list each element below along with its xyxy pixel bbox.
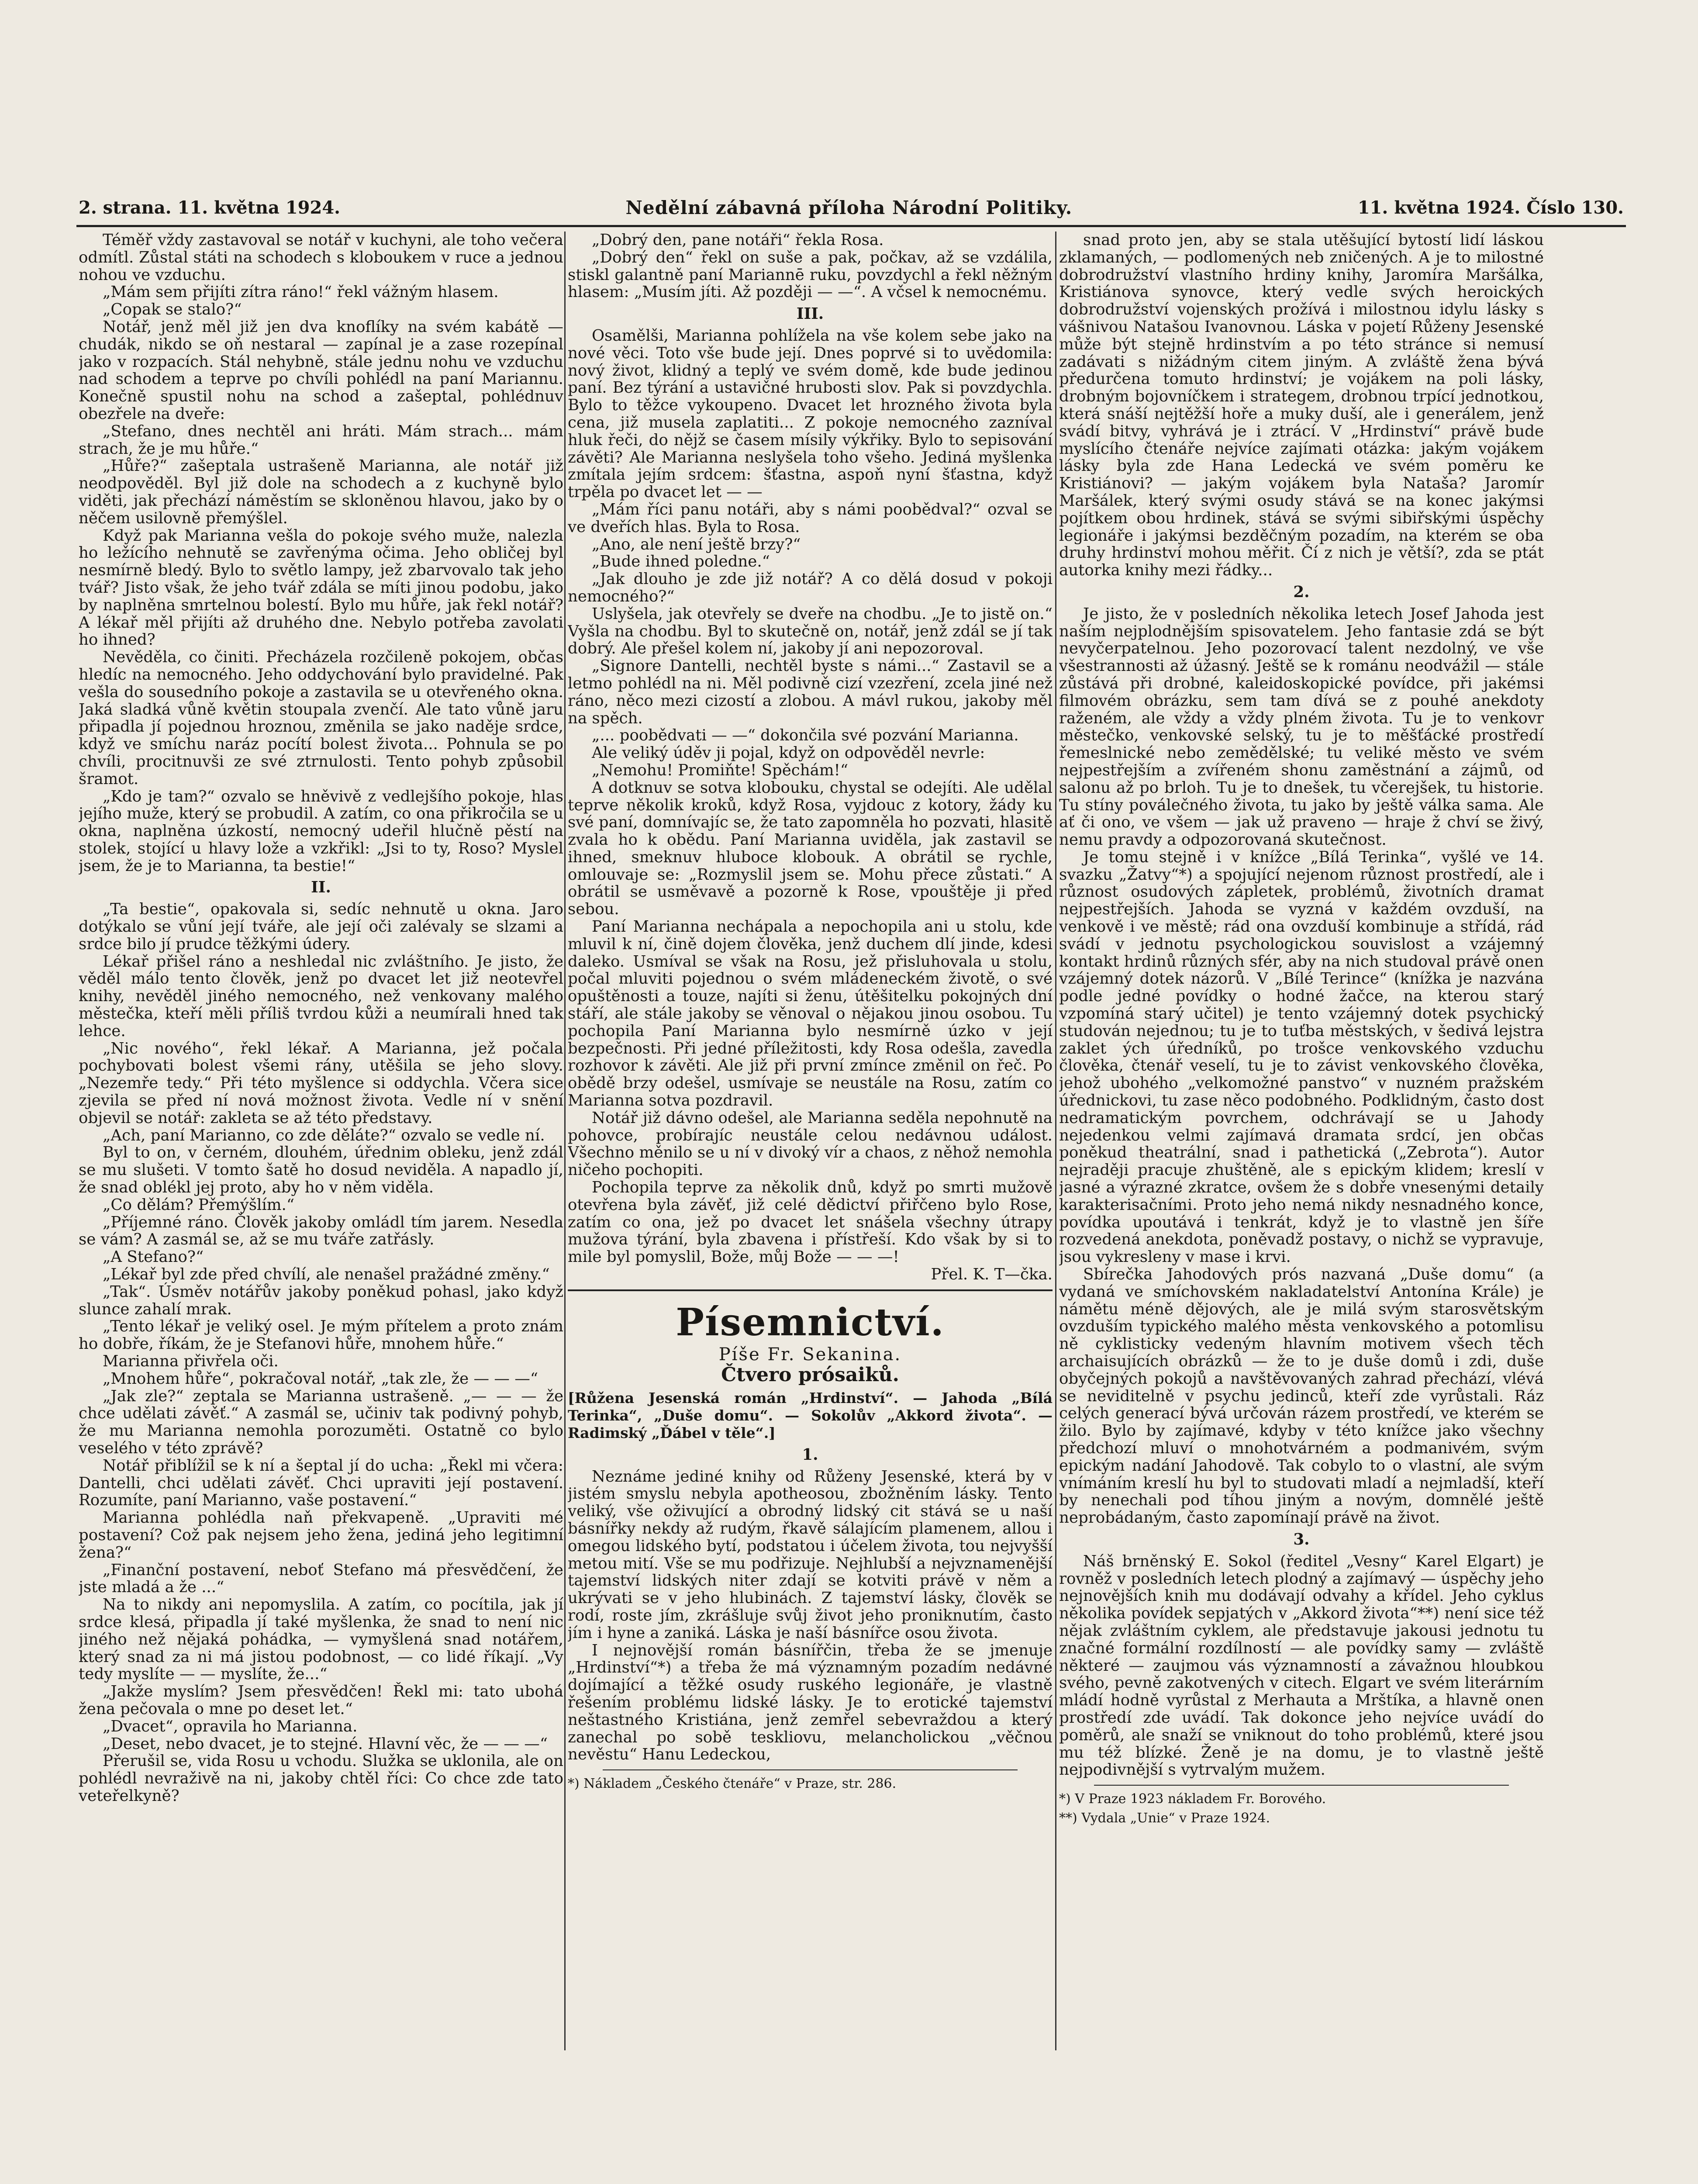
paragraph: Nevěděla, co činiti. Přecházela rozčileně pokojem, občas hledíc na nemocného. Jeho oddychování bylo pravidelné. Pak vešla do sousedního pokoje a zastavila se u otevřeného okna. Jaká sladká vůně květin stoupala zvenčí. Ale tato vůně jaru připadla jí pojednou hroznou, změnila se jako naděje srdce, když ve smíchu naráz pocítí bolest života... Pohnula se po chvíli, procitnuvši ze své ztrnulosti. Tento pohyb způsobil šramot.: [79, 648, 563, 788]
paragraph: „Signore Dantelli, nechtěl byste s námi...“ Zastavil se a letmo pohlédl na ni. Měl podivně cizí vzezření, zcela jiné než ráno, něco mezi cizostí a zlobou. A mávl rukou, jakoby měl na spěch.: [568, 657, 1053, 727]
paragraph: „Dobrý den, pane notáři“ řekla Rosa.: [592, 232, 884, 249]
paragraph: „Dvacet“, opravila ho Marianna.: [103, 1717, 358, 1735]
paragraph: Náš brněnský E. Sokol (ředitel „Vesny“ Karel Elgart) je rovněž v posledních letech plodný a zajímavý — úspěchy jeho nejnovějších knih mu dodávají odvahy a křídel. Jeho cyklus několika povídek sepjatých v „Akkord života“**) není sice též nějak zvláštním cyklem, ale představuje jakousi jednotu tu značné formální rozdílností — ale povídky samy — zvláště některé — zaujmou vás významností a závažnou hloubkou svého, pevně zakotvených v citech. Elgart ve svém literárním mládí hodně vyrůstal z Merhauta a Mrštíka, a hlavně onen prostředí zde uvádí. Tak dokonce jeho nejvíce uvádí do poměrů, ale snaží se vniknout do toho problémů, které jsou mu též blízké. Ženě je na domu, je to vlastně ještě nejpodivnější s vytrvalým mužem.: [1059, 1552, 1544, 1779]
paragraph: „Deset, nebo dvacet, je to stejné. Hlavní věc, že — — —“: [103, 1735, 548, 1753]
paragraph: „Ach, paní Marianno, co zde děláte?“ ozvalo se vedle ní.: [103, 1126, 545, 1144]
paragraph: Marianna přivřela oči.: [103, 1352, 279, 1370]
header-rule: [76, 225, 1626, 227]
column-2: [568, 232, 1053, 2184]
paragraph: „Kdo je tam?“ ozvalo se hněvivě z vedlejšího pokoje, hlas jejího muže, který se probudil. A zatím, co ona přikročila se u okna, naplněna úzkostí, nemocný udeřil hlučně pěstí na stolek, stojící u hlavy lože a vzkřikl: „Jsi to ty, Roso? Myslel jsem, že je to Marianna, ta bestie!“: [79, 787, 563, 875]
paragraph: Uslyšela, jak otevřely se dveře na chodbu. „Je to jistě on.“ Vyšla na chodbu. Byl to skutečně on, notář, jenž zdál se jí tak dobrý. Ale přešel kolem ní, jakoby jí ani nepozoroval.: [568, 605, 1053, 658]
column-1: [79, 232, 563, 2184]
column-divider: [1055, 232, 1056, 2050]
section-number: 1.: [802, 1445, 818, 1464]
header-right: 11. května 1924. Číslo 130.: [1357, 197, 1624, 218]
paragraph: „Finanční postavení, neboť Stefano má přesvědčení, že jste mladá a že ...“: [79, 1561, 563, 1597]
footnote: **) Vydala „Unie“ v Praze 1924.: [1059, 1811, 1270, 1826]
paragraph: Notář přiblížil se k ní a šeptal jí do ucha: „Řekl mi včera: Dantelli, chci udělati závěť. Chci upraviti její postavení. Rozumíte, paní Marianno, vaše postavení.“: [79, 1456, 563, 1510]
article-references: [Růžena Jesenská román „Hrdinství“. — Jahoda „Bílá Terinka“, „Duše domu“. — Sokolův „Akkord života“. — Radimský „Ďábel v těle“.]: [568, 1389, 1053, 1441]
paragraph: „Jak dlouho je zde již notář? A co dělá dosud v pokoji nemocného?“: [568, 570, 1053, 605]
article-title: Čtvero prósaiků.: [721, 1363, 899, 1386]
column-3: [1059, 232, 1544, 2184]
paragraph: „Nic nového“, řekl lékař. A Marianna, jež počala pochybovati bolest všemi rány, utěšila se jeho slovy. „Nezemře tedy.“ Při této myšlence si oddychla. Včera sice zjevila se před ní nová možnost života. Vedle ní v snění objevil se notář: zakleta se až této představy.: [79, 1039, 563, 1127]
footnote: *) Nákladem „Českého čtenáře“ v Praze, str. 286.: [568, 1776, 897, 1792]
paragraph: Lékař přišel ráno a neshledal nic zvláštního. Je jisto, že věděl málo tento člověk, jenž po dvacet let již neotevřel knihy, nevěděl jiného nemocného, než venkovany malého městečka, kteří měli příliš tvrdou kůži a neumírali hned tak lehce.: [79, 952, 563, 1040]
paragraph: Byl to on, v černém, dlouhém, úřednim obleku, jenž zdál se mu slušeti. V tomto šatě ho dosud neviděla. A napadlo jí, že snad oblékl jej proto, aby ho v něm viděla.: [79, 1144, 563, 1197]
paragraph: „Mnohem hůře“, pokračoval notář, „tak zle, že — — —“: [103, 1369, 538, 1388]
paragraph: Ale veliký úděv ji pojal, když on odpověděl nevrle:: [592, 744, 985, 762]
section-heading: II.: [311, 878, 331, 897]
section-divider: [568, 1289, 1053, 1291]
paragraph: Přerušil se, vida Rosu u vchodu. Služka se uklonila, ale on pohlédl nevraživě na ni, jakoby chtěl říci: Co chce zde tato veteřelkyně?: [79, 1752, 563, 1805]
paragraph: Notář již dávno odešel, ale Marianna seděla nepohnutě na pohovce, probírajíc neustále celou nedávnou událost. Všechno měnilo se u ní v divoký vír a chaos, z něhož nemohla ničeho pochopiti.: [568, 1109, 1053, 1179]
paragraph: „Hůře?“ zašeptala ustrašeně Marianna, ale notář již neodpověděl. Byl již dole na schodech a z kuchyně bylo viděti, jak přechází náměstím se skloněnou hlavou, jako by o něčem usilovně přemýšlel.: [79, 457, 563, 527]
section-number: 2.: [1293, 583, 1310, 601]
translator-signature: Přel. K. T—čka.: [931, 1265, 1053, 1284]
paragraph: „Příjemné ráno. Člověk jakoby omládl tím jarem. Nesedla se vám? A zasmál se, až se mu tváře zatřásly.: [79, 1213, 563, 1249]
column-divider: [564, 232, 566, 2050]
paragraph: „Mám říci panu notáři, aby s námi poobědval?“ ozval se ve dveřích hlas. Byla to Rosa.: [568, 500, 1053, 536]
paragraph: Marianna pohlédla naň překvapeně. „Upraviti mé postavení? Což pak nejsem jeho žena, jediná jeho legitimní žena?“: [79, 1509, 563, 1562]
paragraph: Notář, jenž měl již jen dva knoflíky na svém kabátě — chudák, nikdo se oň nestaral — zapínal je a zase rozepínal jako v rozpacích. Stál nehybně, stále jednu nohu ve vzduchu nad schodem a teprve po chvíli pohlédl na paní Mariannu. Konečně spustil nohu na schod a zašeptal, pohlédnuv obezřele na dveře:: [79, 318, 563, 423]
paragraph: Pochopila teprve za několik dnů, když po smrti mužově otevřena byla závěť, již celé dědictví přiřčeno bylo Rose, zatím co ona, jež po dvacet let snášela všechny útrapy mužova týrání, byla zbavena i přístřeší. Kdo však by si to mile byl pomyslil, Bože, můj Bože — — —!: [568, 1178, 1053, 1266]
section-heading: III.: [796, 305, 824, 323]
paragraph: Sbírečka Jahodových prós nazvaná „Duše domu“ (a vydaná ve smíchovském nakladatelství Antonína Krále) je námětu méně dějových, ale je milá svým starosvětským ovzduším typického malého města venkovského a potomlisu ně cyklisticky vedeným hlavním motivem všech těch archaisujících obrázků — že to je duše domů i zdi, duše obyčejných pokojů a navštěvovaných zahrad přechází, vlévá se neviditelně v psychu jedinců, kteří zde vyrůstali. Ráz celých generací bývá určován rázem prostředí, ve kterém se žilo. Bylo by zajímavé, kdyby v této knížce jako všechny předchozí mluví o mnohotvárném a podmanivém, svým epickým nadání Jahodově. Tak cobylo to o vlastní, ale svým vnímáním kreslí hu byl to studovati mladí a nejmladší, kteří by nenechali pod tíhou jiným a novým, domnělé ještě neprobádaným, často zapomínají právě na život.: [1059, 1265, 1544, 1527]
page-header: [79, 192, 1624, 223]
paragraph: snad proto jen, aby se stala utěšující bytostí lidí láskou zklamaných, — podlomených neb zničených. A je to milostné dobrodružství vlastního hrdiny knihy, Jaromíra Maršálka, Kristiánova synovce, který vedle svých heroických dobrodružství vojenských prožívá i milostnou idylu lásky s vášnivou Natašou Ivanovnou. Láska v pojetí Růženy Jesenské může být stejně hrdinstvím a po této stránce si nemusí zadávati s nižádným citem jiným. A zvláště žena bývá předurčena tomuto hrdinství; je vojákem na poli lásky, drobným bojovníčkem i strategem, drobnou trpící jednotkou, která snáší nejtěžší hoře a muky duší, ale i generálem, jenž svádí bitvy, vyhrává je i ztrácí. V „Hrdinství“ právě bude myslícího čtenáře nejvíce zajímati otázka: jakým vojákem lásky byla zde Hana Ledecká ve svém poměru ke Kristiánovi? — jakým vojákem byla Nataša? Jaromír Maršálek, který svými osudy stává se na konec jakýmsi pojítkem obou hrdinek, stává se svými sibiřskými úspěchy legionáře i jakýmsi bezděčným pozadím, na kterém se oba druhy hrdinství mohou měřit. Čí z nich je větší?, zda se ptát autorka knihy mezi řádky...: [1059, 232, 1544, 580]
paragraph: „Mám sem přijíti zítra ráno!“ řekl vážným hlasem.: [103, 283, 499, 301]
paragraph: „Bude ihned poledne.“: [592, 553, 770, 571]
paragraph: „... poobědvati — —“ dokončila své pozvání Marianna.: [592, 726, 1019, 745]
paragraph: Je jisto, že v posledních několika letech Josef Jahoda jest naším nejplodnějším spisovatelem. Jeho fantasie zdá se být nevyčerpatelnou. Jeho pozorovací talent nezdolný, ve vše všestrannosti až úžasný. Ještě se k románu neodvážil — stále zůstává při drobné, kaleidoskopické povídce, při jakémsi filmovém obrázku, sem tam dívá se z pouhé anekdoty raženém, ale vždy a vždy plném života. Tu je to venkovr městečko, venkovské selský, tu je to měšťácké prostředí řemeslnické nebo zemědělské; tu veliké město ve svém nejpestřejším a zvířeném shonu zaměstnání a zájmů, od salonu až po brloh. Tu je to dnešek, tu včerejšek, tu historie. Tu stíny poválečného života, tu jako by ještě válka sama. Ale ať či ono, ve všem — jak už praveno — hraje ž chví se živý, nemu pravdy a odpozorovaná skutečnost.: [1059, 605, 1544, 849]
paragraph: A dotknuv se sotva klobouku, chystal se odejíti. Ale udělal teprve několik kroků, když Rosa, vyjdouc z kotory, žády ku své paní, domnívajíc se, že tato zapomněla ho pozvati, hlasitě zvala ho k obědu. Paní Marianna uviděla, jak zastavil se ihned, smeknuv hluboce klobouk. A obrátil se rychle, omlouvaje se: „Rozmyslil jsem se. Mohu přece zůstati.“ A obrátil se usměvavě a pozorně k Rose, vpouštěje ji před sebou.: [568, 778, 1053, 919]
article-author: Píše Fr. Sekanina.: [718, 1344, 902, 1365]
footnote-rule: [603, 1769, 1018, 1770]
paragraph: „Jakže myslím? Jsem přesvědčen! Řekl mi: tato ubohá žena pečovala o mne po deset let.“: [79, 1683, 563, 1718]
paragraph: „Ano, ale není ještě brzy?“: [592, 535, 801, 553]
paragraph: „Ta bestie“, opakovala si, sedíc nehnutě u okna. Jaro dotýkalo se vůní její tváře, ale její oči zalévaly se slzami a srdce bilo jí prudce těžkými údery.: [79, 900, 563, 953]
paragraph: „Lékař byl zde před chvílí, ale nenašel pražádné změny.“: [103, 1265, 550, 1284]
footnote: *) V Praze 1923 nákladem Fr. Borového.: [1059, 1791, 1326, 1807]
paragraph: „Stefano, dnes nechtěl ani hráti. Mám strach... mám strach, že je mu hůře.“: [79, 422, 563, 458]
paragraph: „Co dělám? Přemýšlím.“: [103, 1196, 295, 1214]
paragraph: „Tento lékař je veliký osel. Je mým přítelem a proto znám ho dobře, říkám, že je Stefanovi hůře, mnohem hůře.“: [79, 1317, 563, 1353]
paragraph: Paní Marianna nechápala a nepochopila ani u stolu, kde mluvil k ní, čině dojem člověka, jenž duchem dlí jinde, kdesi daleko. Usmíval se však na Rosu, jež přisluhovala u stolu, počal mluviti pojednou o svém mládeneckém životě, o své opuštěnosti a touze, najíti si ženu, útěšitelku pokojných dní stáří, ale stále jakoby se věnoval o nějakou jinou osobou. Tu pochopila Paní Marianna bylo nesmírně úzko v její bezpečnosti. Při jedné příležitosti, kdy Rosa odešla, zavedla rozhovor k závěti. Ale již při první zmínce změnil on řeč. Po obědě brzy odešel, usmívaje se neustále na Rosu, zatím co Marianna sotva pozdravil.: [568, 918, 1053, 1110]
paragraph: Téměř vždy zastavoval se notář v kuchyni, ale toho večera odmítl. Zůstal státi na schodech s kloboukem v ruce a jednou nohou ve vzduchu.: [79, 232, 563, 284]
paragraph: I nejnovější román básnířčin, třeba že se jmenuje „Hrdinství“*) a třeba že má významným pozadím nedávné dojímající a těžké osudy ruského legionáře, je vlastně řešením problému lidské lásky. Je to erotické tajemství neštastného Kristiána, jenž zemřel sebevraždou a který zanechal po sobě teskliovu, melancholickou „věčnou nevěstu“ Hanu Ledeckou,: [568, 1641, 1053, 1764]
paragraph: „Dobrý den“ řekl on suše a pak, počkav, až se vzdálila, stiskl galantně paní Mariannē ruku, povzdychl a řekl něžným hlasem: „Musím jíti. Až později — —“. A včsel k nemocnému.: [568, 248, 1053, 301]
header-title: Nedělní zábavná příloha Národní Politiky.: [625, 197, 1073, 218]
header-left: 2. strana. 11. května 1924.: [79, 197, 341, 218]
paragraph: Je tomu stejně i v knížce „Bílá Terinka“, vyšlé ve 14. svazku „Žatvy“*) a spojující nejenom různost prostředí, ale i různost osudových zápletek, problémů, životních dramat nejpestřejších. Jahoda se vyzná v každém ovzduší, na venkově i ve městě; rád ona ovzduší kombinuje a střídá, rád svádí v jednotu psychologickou souvislost a vzájemný kontakt hrdinů různých sfér, aby na nich studoval právě onen vzájemný dotek názorů. V „Bílé Terince“ (knížka je nazvána podle jedné povídky o hodné žačce, na kterou starý vzpomíná starý učitel) je tento vzájemný dotek psychický studován nejednou; tu je to tuťba městských, v šedivá lejstra zaklet ých úředníků, po trošce venkovského vzduchu člověka, čtenář veselí, tu je to závist venkovského člověka, jehož ubohého „velkomožné panstvo“ v nuzném pražském úřednickovi, tu zase něco podobného. Podklidným, často dost nedramatickým povrchem, odchrávají se u Jahody nejedenkou velmi zajímavá dramata srdcí, jen občas poněkud theatrální, snad i pathetická („Zebrota“). Autor nejraději pracuje zhuštěně, ale s epickým klidem; kreslí v jasné a výrazné zkratce, ovšem že s dobře vnesenými detaily karakterisačními. Proto jeho nemá nikdy nesnadného konce, povídka upoutává i tenkrát, když je to vlastně jen šíře rozvedená anekdota, poněvadž postavy, o nichž se vypravuje, jsou vykresleny v mase i krvi.: [1059, 848, 1544, 1266]
paragraph: Osamělši, Marianna pohlížela na vše kolem sebe jako na nové věci. Toto vše bude její. Dnes poprvé si to uvědomila: nový život, klidný a teplý ve svém domě, kde bude jedinou paní. Bez týrání a ustavičné hrubosti slov. Pak si povzdychla. Bylo to těžce vykoupeno. Dvacet let hrozného života byla cena, již musela zaplatiti... Z pokoje nemocného zazníval hluk řeči, do nějž se časem mísily výkřiky. Bylo to sepisování závěti? Ale Marianna neslyšela toho všeho. Jediná myšlenka zmítala jejím srdcem: šťastna, aspoň nyní šťastna, když trpěla po dvacet let — —: [568, 326, 1053, 501]
paragraph: „A Stefano?“: [103, 1248, 204, 1266]
section-title: Písemnictví.: [676, 1300, 945, 1344]
footnote-rule: [1094, 1785, 1509, 1786]
paragraph: Neznáme jediné knihy od Růženy Jesenské, která by v jistém smyslu nebyla apotheosou, zbožněním lásky. Tento veliký, vše oživující a obrodný lidský cit stává se u naší básnířky nekdy až rudým, řkavě sálajícím plamenem, allou i omegou lidského bytí, podstatou i účelem života, tou nejvyšší metou mití. Vše se mu podřizuje. Nejhlubší a nejvznamenější tajemství lidských niter zdají se kotviti právě v něm a ukrývati se v jeho hlubinách. Z tajemství lásky, člověk se rodí, roste jím, zkrášluje svůj život jeho proniknutím, často jím i hyne a zaniká. Láska je naší básnířce osou života.: [568, 1467, 1053, 1642]
paragraph: „Nemohu! Promiňte! Spěchám!“: [592, 761, 849, 779]
paragraph: „Tak“. Úsměv notářův jakoby poněkud pohasl, jako když slunce zahalí mrak.: [79, 1282, 563, 1318]
paragraph: „Jak zle?“ zeptala se Marianna ustrašeně. „— — — že chce udělati závěť.“ A zasmál se, učiniv tak podivný pohyb, že mu Marianna nemohla porozuměti. Ostatně co bylo veselého v této zprávě?: [79, 1387, 563, 1457]
section-number: 3.: [1293, 1530, 1310, 1548]
paragraph: Když pak Marianna vešla do pokoje svého muže, nalezla ho ležícího nehnutě se zavřenýma očima. Jeho obličej byl nesmírně bledý. Bylo to světlo lampy, jež zbarvovalo tak jeho tvář? Jisto však, že jeho tvář zdála se míti jinou podobu, jako by naplněna smrtelnou bolestí. Bylo mu hůře, jak řekl notář? A lékař měl přijíti až druhého dne. Nebylo potřeba zavolati ho ihned?: [79, 526, 563, 649]
paragraph: „Copak se stalo?“: [103, 301, 242, 319]
paragraph: Na to nikdy ani nepomyslila. A zatím, co pocítila, jak jí srdce klesá, připadla jí také myšlenka, že snad to není nic jiného než nějaká pohádka, — vymyšlená snad notářem, který snad za ni má jistou podobnost, — co lidé říkají. „Vy tedy myslíte — — myslíte, že...“: [79, 1596, 563, 1683]
